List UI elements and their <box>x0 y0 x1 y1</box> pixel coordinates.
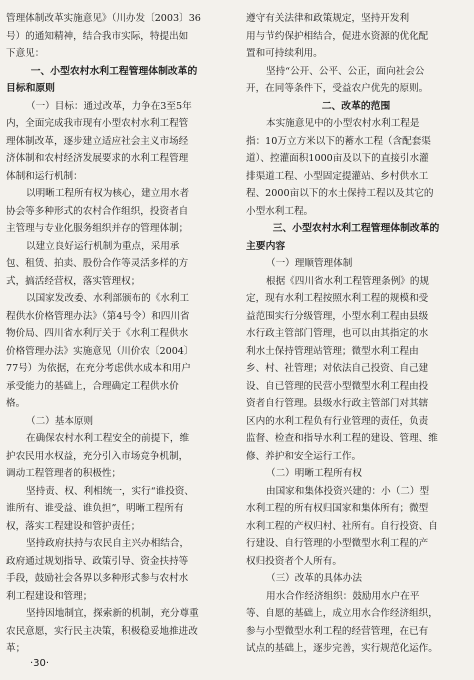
page-number: ·30· <box>30 658 50 669</box>
section-heading-line: 三、小型农村水利工程管理体制改革的 <box>272 223 440 234</box>
text-line: 手段，鼓励社会各界以多种形式参与农村水 <box>6 573 189 584</box>
text-line: 以建立良好运行机制为重点，采用承 <box>26 240 180 252</box>
text-line: 理体制改革，逐步建立适应社会主义市场经 <box>6 135 189 147</box>
text-line: 程供水价格管理办法》（第4号令）和四川省 <box>6 310 190 322</box>
text-line: 政府通过规划指导、政策引导、资金扶持等 <box>6 555 189 567</box>
text-line: （二）明晰工程所有权 <box>266 468 362 479</box>
text-line: 革； <box>6 643 26 654</box>
text-line: 在确保农村水利工程安全的前提下，维 <box>26 433 190 444</box>
text-line: 根据《四川省水利工程管理条例》的规 <box>266 275 430 287</box>
text-line: 护农民用水权益，充分引入市场竞争机制， <box>6 450 189 462</box>
text-line: 行建设、自行管理的小型微型水利工程的产 <box>246 538 429 549</box>
text-line: 资者自行管理。县级水行政主管部门对其辖 <box>246 398 429 409</box>
text-line: 利工程建设和管理； <box>6 590 93 602</box>
text-line: 置和可持续利用。 <box>246 48 323 59</box>
text-line: 用水合作经济组织：鼓励用水户在平 <box>266 590 420 602</box>
text-line: 开，在同等条件下，受益农户优先的原则。 <box>246 83 429 94</box>
text-line: （二）基本原则 <box>26 415 94 427</box>
text-line: 主管理与专业化服务组织并存的管理体制； <box>6 223 189 234</box>
text-line: 小型水利工程。 <box>246 205 314 217</box>
text-line: 水利工程的所有权归国家和集体所有；微型 <box>246 503 429 514</box>
text-line: 物价局、四川省水利厅关于《水利工程供水 <box>6 328 189 339</box>
text-line: 体制和运行机制： <box>6 170 83 182</box>
text-line: 水行政主管部门管理，也可以由其指定的水 <box>246 328 429 339</box>
text-line: 谁所有、谁受益、谁负担”，明晰工程所有 <box>6 503 184 514</box>
text-line: 协会等多种形式的农村合作组织，投资者自 <box>6 205 189 217</box>
text-line: 修、养护和安全运行工作。 <box>246 450 362 462</box>
text-line: 本实施意见中的小型农村水利工程是 <box>266 118 420 129</box>
text-line: 包、租赁、拍卖、股份合作等灵活多样的方 <box>6 258 189 269</box>
text-line: 由国家和集体投资兴建的：小（二）型 <box>266 485 430 497</box>
text-line: 程、2000亩以下的水土保持工程以及其它的 <box>246 188 434 199</box>
text-line: 水利工程的产权归村、社所有。自行投资、自 <box>246 520 438 532</box>
text-line: （一）理顺管理体制 <box>266 258 353 269</box>
text-line: 价格管理办法》实施意见（川价农〔2004〕 <box>6 345 194 357</box>
text-line: 道）、控灌面积1000亩及以下的直接引水灌 <box>246 153 429 164</box>
text-line: 利水土保持管理站管理；微型水利工程由 <box>246 345 419 357</box>
text-line: 调动工程管理者的积极性； <box>6 468 122 479</box>
section-heading-line: 目标和原则 <box>6 83 55 94</box>
text-line: 用与节约保护相结合，促进水资源的优化配 <box>246 30 429 42</box>
text-line: 监督、检查和指导水利工程的建设、管理、维 <box>246 433 438 444</box>
text-line: 等、自愿的基础上，成立用水合作经济组织， <box>246 608 438 619</box>
section-heading-line: 二、改革的范围 <box>321 100 391 112</box>
text-line: （一）目标：通过改革，力争在3至5年 <box>26 100 192 112</box>
right-column <box>246 10 466 658</box>
text-line: 设、自已管理的民营小型微型水利工程由投 <box>246 380 429 392</box>
text-line: 指：10万立方米以下的蓄水工程（含配套渠 <box>246 135 431 147</box>
text-line: 号）的通知精神，结合我市实际，特提出如 <box>6 30 189 42</box>
text-line: 益范围实行分级管理，小型水利工程由县级 <box>246 310 429 322</box>
text-line: 承受能力的基础上，合理确定工程供水价 <box>6 380 179 392</box>
text-line: 乡、村、社管理；对依法自己投资、自己建 <box>246 363 429 374</box>
left-column <box>6 10 222 658</box>
text-line: 试点的基础上，逐步完善，实行规范化运作。 <box>246 643 438 654</box>
section-heading-line: 主要内容 <box>246 240 286 252</box>
text-line: 济体制和农村经济发展要求的水利工程管理 <box>6 153 189 164</box>
text-line: 区内的水利工程负有行业管理的责任，负责 <box>246 415 429 427</box>
text-line: 坚持“公开、公平、公正，面向社会公 <box>266 65 425 77</box>
section-heading-line: 一、小型农村水利工程管理体制改革的 <box>30 65 198 77</box>
text-line: 遵守有关法律和政策规定，坚持开发利 <box>246 13 410 24</box>
text-line: 排渠道工程、小型固定提灌站、乡村供水工 <box>246 170 429 182</box>
text-line: 权归投资者个人所有。 <box>246 555 342 567</box>
text-line: （三）改革的具体办法 <box>266 573 362 584</box>
text-line: 参与小型微型水利工程的经营管理，在已有 <box>246 625 429 637</box>
text-line: 农民意愿，实行民主决策，积极稳妥地推进改 <box>6 625 198 637</box>
text-line: 以国家发改委、水利部颁布的《水利工 <box>26 293 190 304</box>
text-line: 坚持政府扶持与农民自主兴办相结合， <box>26 538 190 549</box>
text-line: 内，全面完成我市现有小型农村水利工程管 <box>6 118 189 129</box>
text-line: 以明晰工程所有权为核心，建立用水者 <box>26 188 190 199</box>
text-line: 管理体制改革实施意见》（川办发〔2003〕36 <box>6 13 201 24</box>
text-line: 下意见： <box>6 48 45 59</box>
text-line: 权，落实工程建设和管护责任； <box>6 520 141 532</box>
text-line: 格。 <box>6 398 26 409</box>
text-line: 定，现有水利工程按照水利工程的规模和受 <box>246 293 429 304</box>
text-line: 77号）为依据，在充分考虑供水成本和用户 <box>6 363 191 374</box>
text-line: 坚持因地制宜，探索新的机制，充分尊重 <box>26 608 199 619</box>
text-line: 式，搞活经营权，落实管理权； <box>6 275 141 287</box>
text-line: 坚持责、权、利相统一，实行“谁投资、 <box>26 485 194 497</box>
